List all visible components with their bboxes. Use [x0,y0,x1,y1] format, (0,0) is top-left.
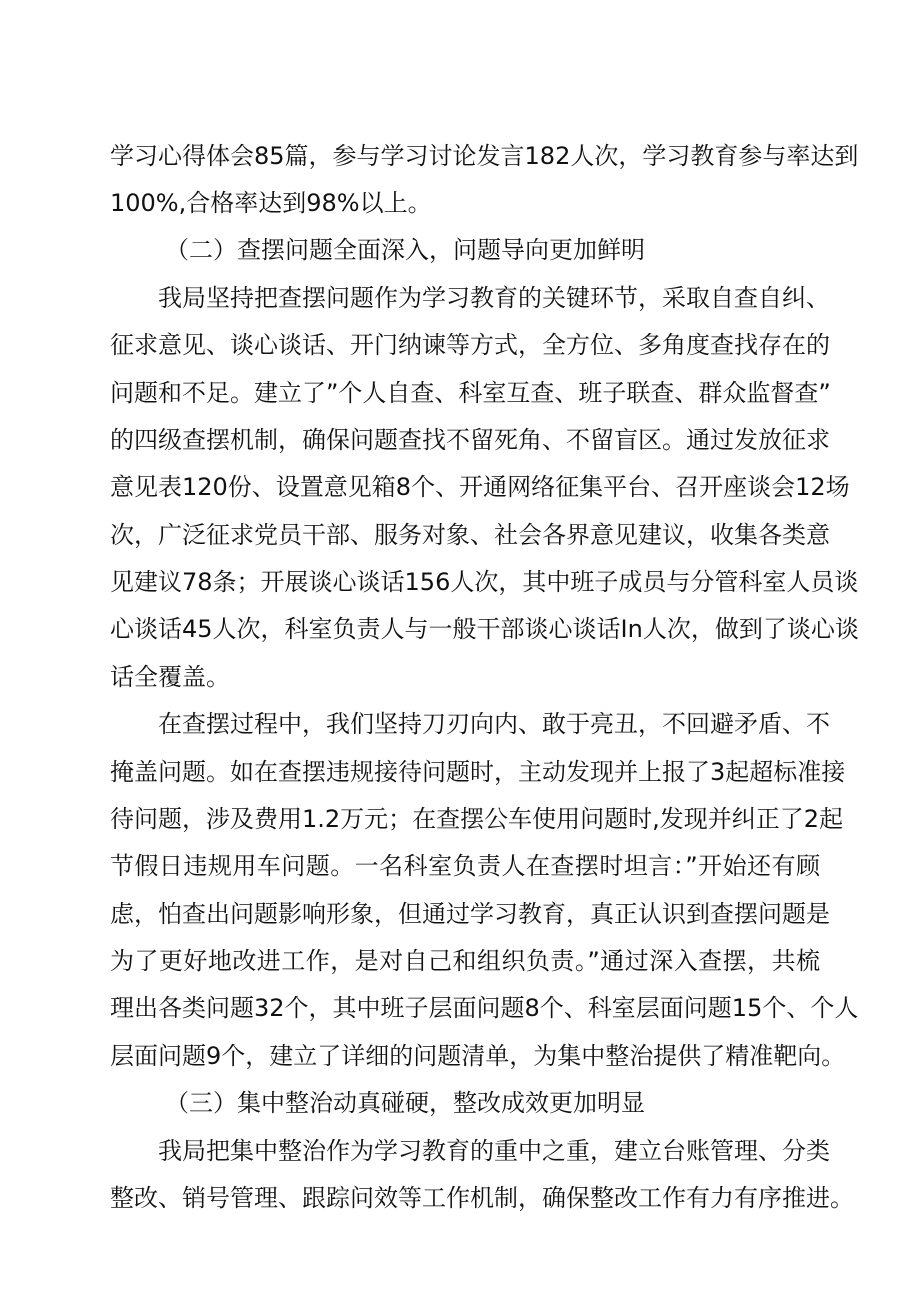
text-line: 意见表120份、设置意见箱8个、开通网络征集平台、召开座谈会12场 [110,473,850,501]
text-line: 在查摆过程中，我们坚持刀刃向内、敢于亮丑，不回避矛盾、不 [158,710,830,738]
text-line: 节假日违规用车问题。一名科室负责人在查摆时坦言：”开始还有顾 [110,852,820,880]
text-line: 的四级查摆机制，确保问题查找不留死角、不留盲区。通过发放征求 [110,426,830,454]
text-line: 待问题，涉及费用1.2万元；在查摆公车使用问题时,发现并纠正了2起 [110,805,844,833]
text-line: 见建议78条；开展谈心谈话156人次，其中班子成员与分管科室人员谈 [110,568,859,596]
text-line: 我局把集中整治作为学习教育的重中之重，建立台账管理、分类 [158,1137,830,1165]
text-line: 为了更好地改进工作，是对自己和组织负责。”通过深入查摆，共梳 [110,947,820,975]
text-line: 理出各类问题32个，其中班子层面问题8个、科室层面问题15个、个人 [110,994,859,1022]
text-line: 100%,合格率达到98%以上。 [110,189,432,217]
text-line: 掩盖问题。如在查摆违规接待问题时，主动发现并上报了3起超标准接 [110,758,846,786]
section-heading: （二）查摆问题全面深入，问题导向更加鲜明 [165,236,645,264]
text-line: 虑，怕查出问题影响形象，但通过学习教育，真正认识到查摆问题是 [110,900,830,928]
text-line: 心谈话45人次，科室负责人与一般干部谈心谈话In人次，做到了谈心谈 [110,615,859,643]
text-line: 学习心得体会85篇，参与学习讨论发言182人次，学习教育参与率达到 [110,142,859,170]
text-line: 问题和不足。建立了”个人自查、科室互查、班子联查、群众监督查” [110,379,831,407]
section-heading: （三）集中整治动真碰硬，整改成效更加明显 [165,1089,645,1117]
text-line: 我局坚持把查摆问题作为学习教育的关键环节，采取自查自纠、 [158,284,830,312]
text-line: 整改、销号管理、跟踪问效等工作机制，确保整改工作有力有序推进。 [110,1184,854,1212]
text-line: 征求意见、谈心谈话、开门纳谏等方式，全方位、多角度查找存在的 [110,331,830,359]
text-line: 层面问题9个，建立了详细的问题清单，为集中整治提供了精准靶向。 [110,1042,846,1070]
text-line: 次，广泛征求党员干部、服务对象、社会各界意见建议，收集各类意 [110,521,830,549]
text-line: 话全覆盖。 [110,663,230,691]
